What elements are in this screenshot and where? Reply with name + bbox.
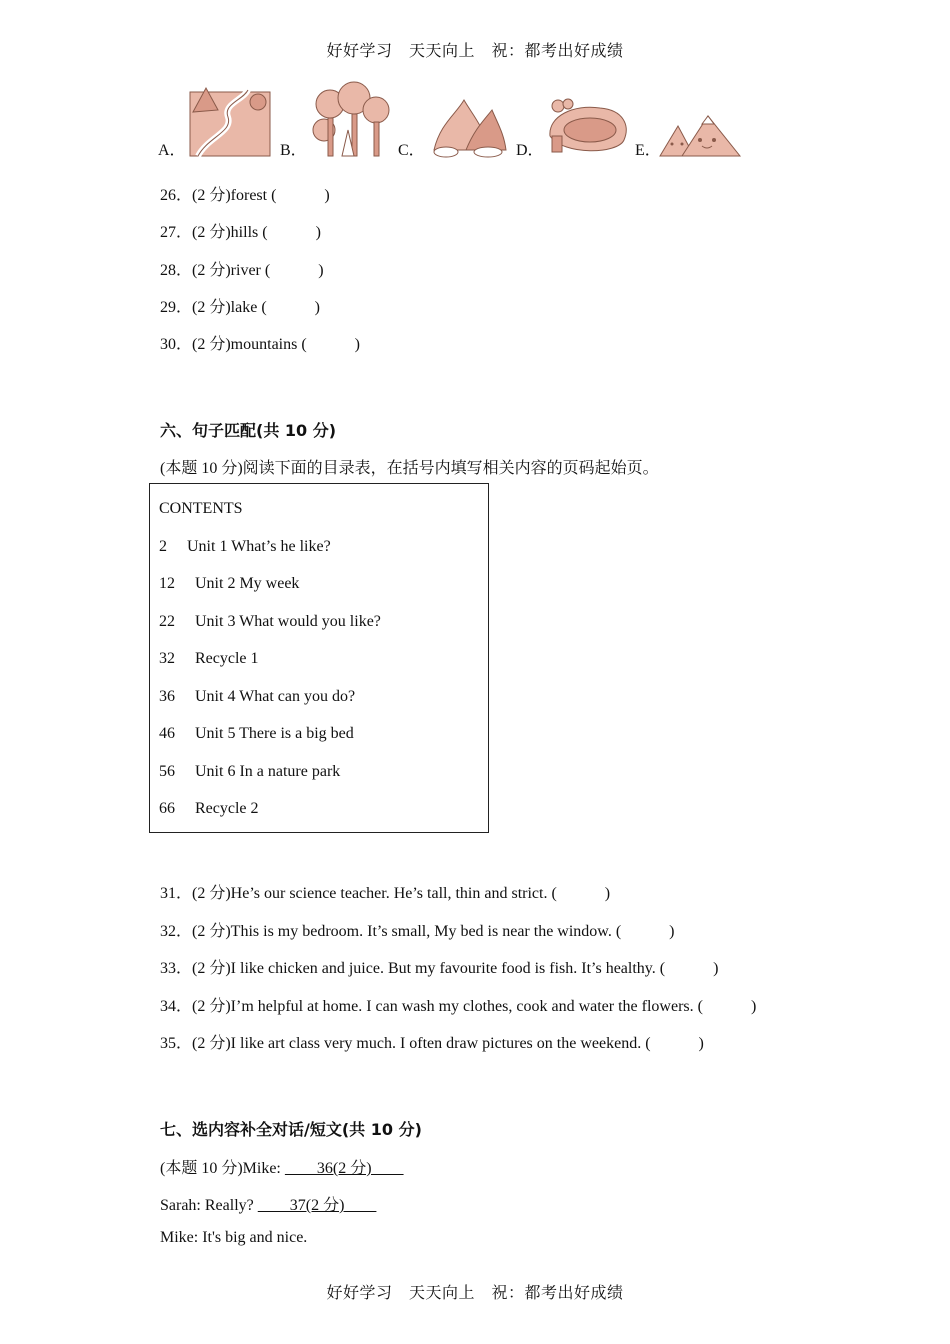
question-35: 35．(2 分)I like art class very much. I often draw pictures on the weekend. ( ) [160, 1035, 704, 1052]
page-footer: 好好学习 天天向上 祝：都考出好成绩 [326, 1283, 624, 1302]
dialogue-line-mike: (本题 10 分)Mike: 36(2 分) [160, 1160, 404, 1177]
question-29: 29．(2 分)lake ( ) [160, 299, 320, 316]
section-7-title: 七、选内容补全对话/短文(共 10 分) [160, 1120, 422, 1139]
question-32: 32．(2 分)This is my bedroom. It’s small, My bed is near the window. ( ) [160, 923, 675, 940]
contents-row: 36 Unit 4 What can you do? [159, 688, 356, 705]
section-6-instruction: (本题 10 分)阅读下面的目录表，在括号内填写相关内容的页码起始页。 [160, 460, 659, 477]
contents-title: CONTENTS [159, 500, 243, 517]
contents-table [149, 483, 489, 833]
contents-row: 56 Unit 6 In a nature park [159, 763, 341, 780]
question-27: 27．(2 分)hills ( ) [160, 224, 321, 241]
question-28: 28．(2 分)river ( ) [160, 262, 324, 279]
picture-options-row [158, 78, 778, 160]
question-33: 33．(2 分)I like chicken and juice. But my favourite food is fish. It’s healthy. ( ) [160, 960, 719, 977]
option-label-d: D． [516, 142, 544, 159]
contents-row: 2 Unit 1 What’s he like? [159, 538, 331, 555]
option-label-b: B． [280, 142, 307, 159]
option-label-e: E． [635, 142, 661, 159]
section-6-title: 六、句子匹配(共 10 分) [160, 421, 337, 440]
forest-illustration [308, 80, 392, 158]
dialogue-line-sarah: Sarah: Really? 37(2 分) [160, 1197, 377, 1214]
contents-row: 66 Recycle 2 [159, 800, 259, 817]
hills-illustration [426, 94, 510, 158]
contents-row: 46 Unit 5 There is a big bed [159, 725, 354, 742]
question-26: 26．(2 分)forest ( ) [160, 187, 330, 204]
option-label-c: C． [398, 142, 425, 159]
question-30: 30．(2 分)mountains ( ) [160, 336, 360, 353]
blank-37[interactable]: 37(2 分) [257, 1197, 377, 1214]
contents-row: 12 Unit 2 My week [159, 575, 300, 592]
dialogue-line-mike-2: Mike: It's big and nice. [160, 1229, 308, 1246]
question-34: 34．(2 分)I’m helpful at home. I can wash my clothes, cook and water the flowers. ( ) [160, 998, 757, 1015]
option-label-a: A． [158, 142, 186, 159]
river-illustration [188, 82, 272, 158]
blank-36[interactable]: 36(2 分) [284, 1160, 404, 1177]
question-31: 31．(2 分)He’s our science teacher. He’s tall, thin and strict. ( ) [160, 885, 611, 902]
page-header: 好好学习 天天向上 祝：都考出好成绩 [326, 41, 624, 60]
contents-row: 32 Recycle 1 [159, 650, 259, 667]
lake-illustration [544, 96, 632, 158]
mountains-illustration [658, 112, 742, 158]
contents-row: 22 Unit 3 What would you like? [159, 613, 381, 630]
